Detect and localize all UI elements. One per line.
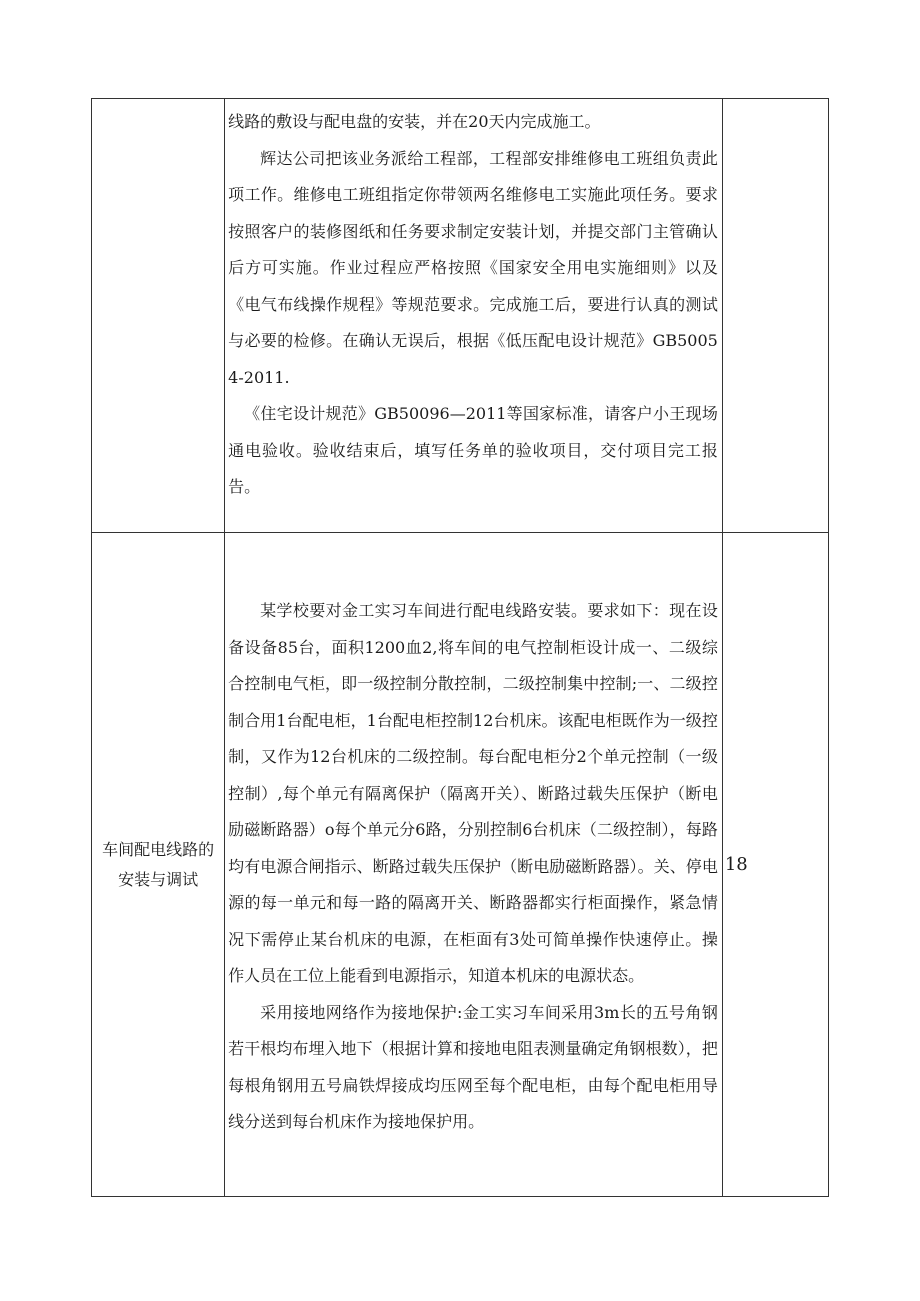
task-hours-cell [722,99,828,533]
task-description-cell [225,533,723,1197]
task-hours-value: 18 [724,854,748,875]
description-paragraph: 辉达公司把该业务派给工程部，工程部安排维修电工班组负责此项工作。维修电工班组指定你带领两名维修电工实施此项任务。要求按照客户的装修图纸和任务要求制定安装计划，并提交部门主管确认后方可实施。作业过程应严格按照《国家安全用电实施细则》以及《电气布线操作规程》等规范要求。完成施工后，要进行认真的测试与必要的检修。在确认无误后，根据《低压配电设计规范》GB50054-2011. [228,148,718,387]
description-paragraph: 线路的敷设与配电盘的安装，并在20天内完成施工。 [228,112,601,131]
task-description-cell [225,99,723,533]
task-name-cell [92,99,225,533]
table-row [92,99,829,533]
description-paragraph: 《住宅设计规范》GB50096—2011等国家标准，请客户小王现场通电验收。验收结束后，填写任务单的验收项目，交付项目完工报告。 [228,404,718,496]
description-paragraph: 某学校要对金工实习车间进行配电线路安装。要求如下：现在设备设备85台，面积1200血2,将车间的电气控制柜设计成一、二级综合控制电气柜，即一级控制分散控制，二级控制集中控制;一、二级控制合用1台配电柜，1台配电柜控制12台机床。该配电柜既作为一级控制，又作为12台机床的二级控制。每台配电柜分2个单元控制（一级控制）,每个单元有隔离保护（隔离开关）、断路过载失压保护（断电励磁断路器）o每个单元分6路，分别控制6台机床（二级控制），每路均有电源合闸指示、断路过载失压保护（断电励磁断路器）。关、停电源的每一单元和每一路的隔离开关、断路器都实行柜面操作，紧急情况下需停止某台机床的电源，在柜面有3处可简单操作快速停止。操作人员在工位上能看到电源指示，知道本机床的电源状态。 [228,601,718,985]
task-hours-cell [722,533,828,1197]
task-table [91,98,829,1197]
task-name-cell: 车间配电线路的安装与调试 [92,533,225,1197]
table-row [92,533,829,1197]
description-paragraph: 采用接地网络作为接地保护:金工实习车间采用3m长的五号角钢若干根均布埋入地下（根据计算和接地电阻表测量确定角钢根数），把每根角钢用五号扁铁焊接成均压网至每个配电柜，由每个配电柜用导线分送到每台机床作为接地保护用。 [228,1002,718,1131]
